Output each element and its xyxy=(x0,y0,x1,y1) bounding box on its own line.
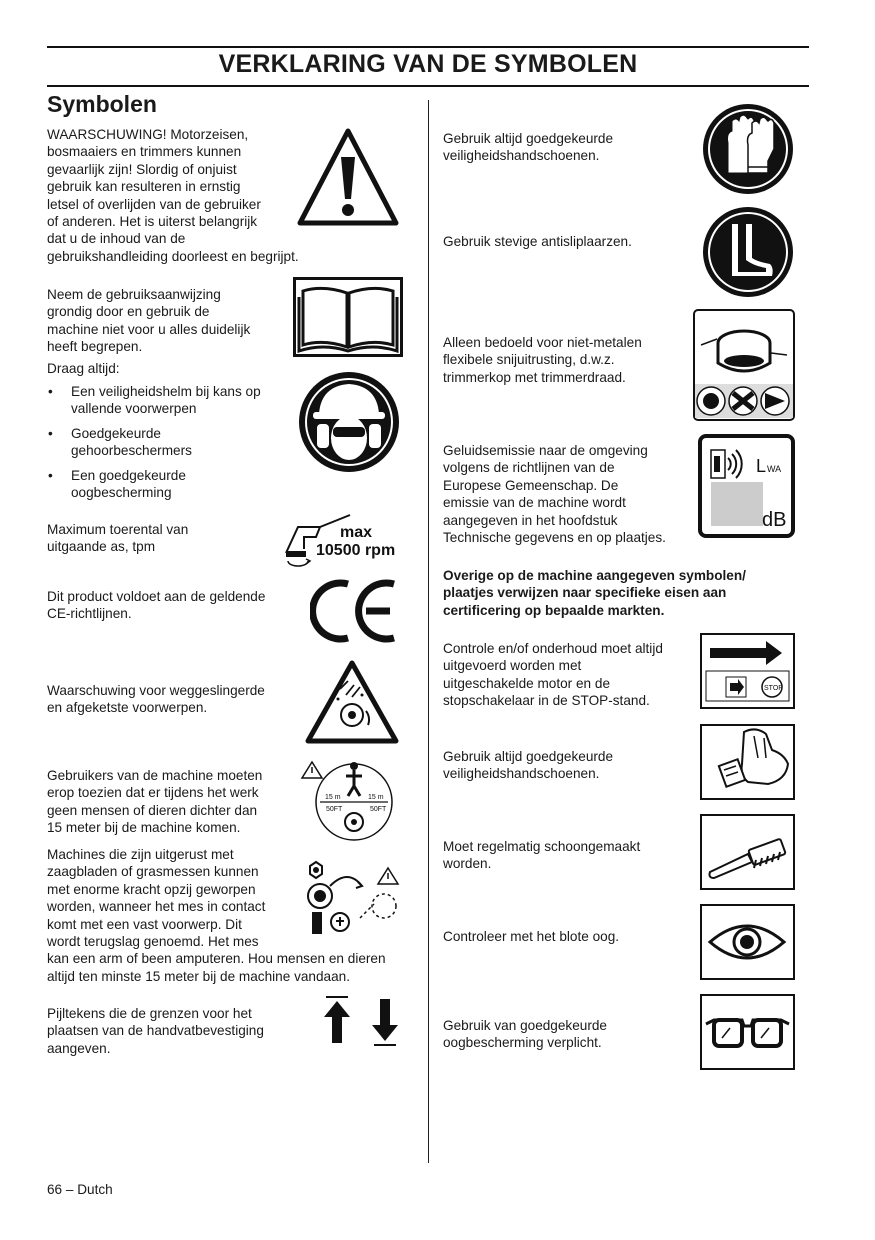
list-item: • Goedgekeurde gehoorbeschermers xyxy=(47,425,261,460)
distance-ft-left: 50FT xyxy=(326,806,343,813)
gloves-icon xyxy=(702,103,794,195)
safety-distance-icon xyxy=(300,760,398,842)
always-wear-text: Draag altijd: xyxy=(47,361,120,376)
stop-label: STOP xyxy=(764,685,783,692)
eye-protection-text: Gebruik van goedgekeurde oogbescherming verplicht. xyxy=(443,1018,607,1051)
title-rule xyxy=(47,85,809,87)
arrows-text: Pijltekens die de grenzen voor het plaatsen van de handvatbevestiging aangeven. xyxy=(47,1006,264,1056)
distance-m-left: 15 m xyxy=(325,794,341,801)
brush-icon xyxy=(700,814,795,890)
db-label: dB xyxy=(762,509,787,531)
stop-switch-text: Controle en/of onderhoud moet altijd uitgevoerd worden met uitgeschakelde motor en de stopschakelaar in de STOP-stand. xyxy=(443,641,663,709)
page-title: VERKLARING VAN DE SYMBOLEN xyxy=(218,50,638,78)
list-item: • Een veiligheidshelm bij kans op vallende voorwerpen xyxy=(47,383,261,418)
trimmer-head-text: Alleen bedoeld voor niet-metalen flexibele snijuitrusting, d.w.z. trimmerkop met trimmerdraad. xyxy=(443,335,642,385)
page-footer: 66 – Dutch xyxy=(47,1182,113,1197)
clean-text: Moet regelmatig schoongemaakt worden. xyxy=(443,839,641,872)
warning-triangle-icon xyxy=(296,127,400,227)
rpm-value: 10500 rpm xyxy=(316,542,396,559)
noise-text: Geluidsemissie naar de omgeving volgens de richtlijnen van de Europese Gemeenschap. De emissie van de machine wordt aangegeven in het hoofdstuk Technische gegevens en op plaatjes. xyxy=(443,443,666,546)
distance-text: Gebruikers van de machine moeten erop toezien dat er tijdens het werk geen mensen of dieren dichter dan 15 meter bij de machine komen. xyxy=(47,768,263,836)
section-title: Symbolen xyxy=(47,91,157,117)
ppe-list xyxy=(47,383,261,508)
helmet-ear-eye-protection-icon xyxy=(297,370,401,474)
warning-text: WAARSCHUWING! Motorzeisen, bosmaaiers en trimmers kunnen gevaarlijk zijn! Slordig of onjuist gebruik kan resulteren in ernstig letsel of overlijden van de gebruiker of anderen. Het is uiterst belangrijk dat u de inhoud van de gebruikshandleiding doorleest en begrijpt. xyxy=(47,127,299,264)
gloves2-text: Gebruik altijd goedgekeurde veiligheidshandschoenen. xyxy=(443,749,614,782)
max-speed-text: Maximum toerental van uitgaande as, tpm xyxy=(47,522,189,555)
column-divider xyxy=(428,100,429,1163)
lwa-sub-label: WA xyxy=(767,464,782,474)
trimmer-head-icon xyxy=(693,309,795,421)
manual-text: Neem de gebruiksaanwijzing grondig door en gebruik de machine niet voor u alles duidelijk heeft begrepen. xyxy=(47,287,251,355)
list-item: • Een goedgekeurde oogbescherming xyxy=(47,467,261,502)
manual-book-icon xyxy=(293,277,403,357)
inspect-text: Controleer met het blote oog. xyxy=(443,929,620,944)
distance-ft-right: 50FT xyxy=(370,806,387,813)
distance-m-right: 15 m xyxy=(368,794,384,801)
ce-text: Dit product voldoet aan de geldende CE-richtlijnen. xyxy=(47,589,266,622)
boots-text: Gebruik stevige antisliplaarzen. xyxy=(443,234,632,249)
max-label: max xyxy=(340,524,373,541)
kickback-warning-icon xyxy=(300,858,400,940)
top-rule xyxy=(47,46,809,48)
lwa-label: L xyxy=(756,456,767,476)
safety-glasses-icon xyxy=(700,994,795,1070)
ce-mark-icon xyxy=(310,576,400,646)
noise-emission-icon xyxy=(698,434,795,538)
boots-icon xyxy=(702,206,794,298)
other-symbols-heading: Overige op de machine aangegeven symbolen/ plaatjes verwijzen naar specifieke eisen aan certificering op bepaalde markten. xyxy=(443,568,746,618)
gloves-text: Gebruik altijd goedgekeurde veiligheidshandschoenen. xyxy=(443,131,614,164)
stop-switch-icon xyxy=(700,633,795,709)
handle-position-arrows-icon xyxy=(320,995,402,1055)
thrown-objects-warning-icon xyxy=(304,659,400,745)
gloves-square-icon xyxy=(700,724,795,800)
eye-inspect-icon xyxy=(700,904,795,980)
max-rpm-icon xyxy=(280,513,405,571)
thrown-objects-text: Waarschuwing voor weggeslingerde en afgeketste voorwerpen. xyxy=(47,683,265,716)
kickback-text: Machines die zijn uitgerust met zaagbladen of grasmessen kunnen met enorme kracht opzij geworpen worden, wanneer het mes in contact komt met een vast voorwerp. Dit wordt terugslag genoemd. Het mes kan een arm of been amputeren. Hou mensen en dieren altijd ten minste 15 meter bij de machine vandaan. xyxy=(47,847,386,984)
